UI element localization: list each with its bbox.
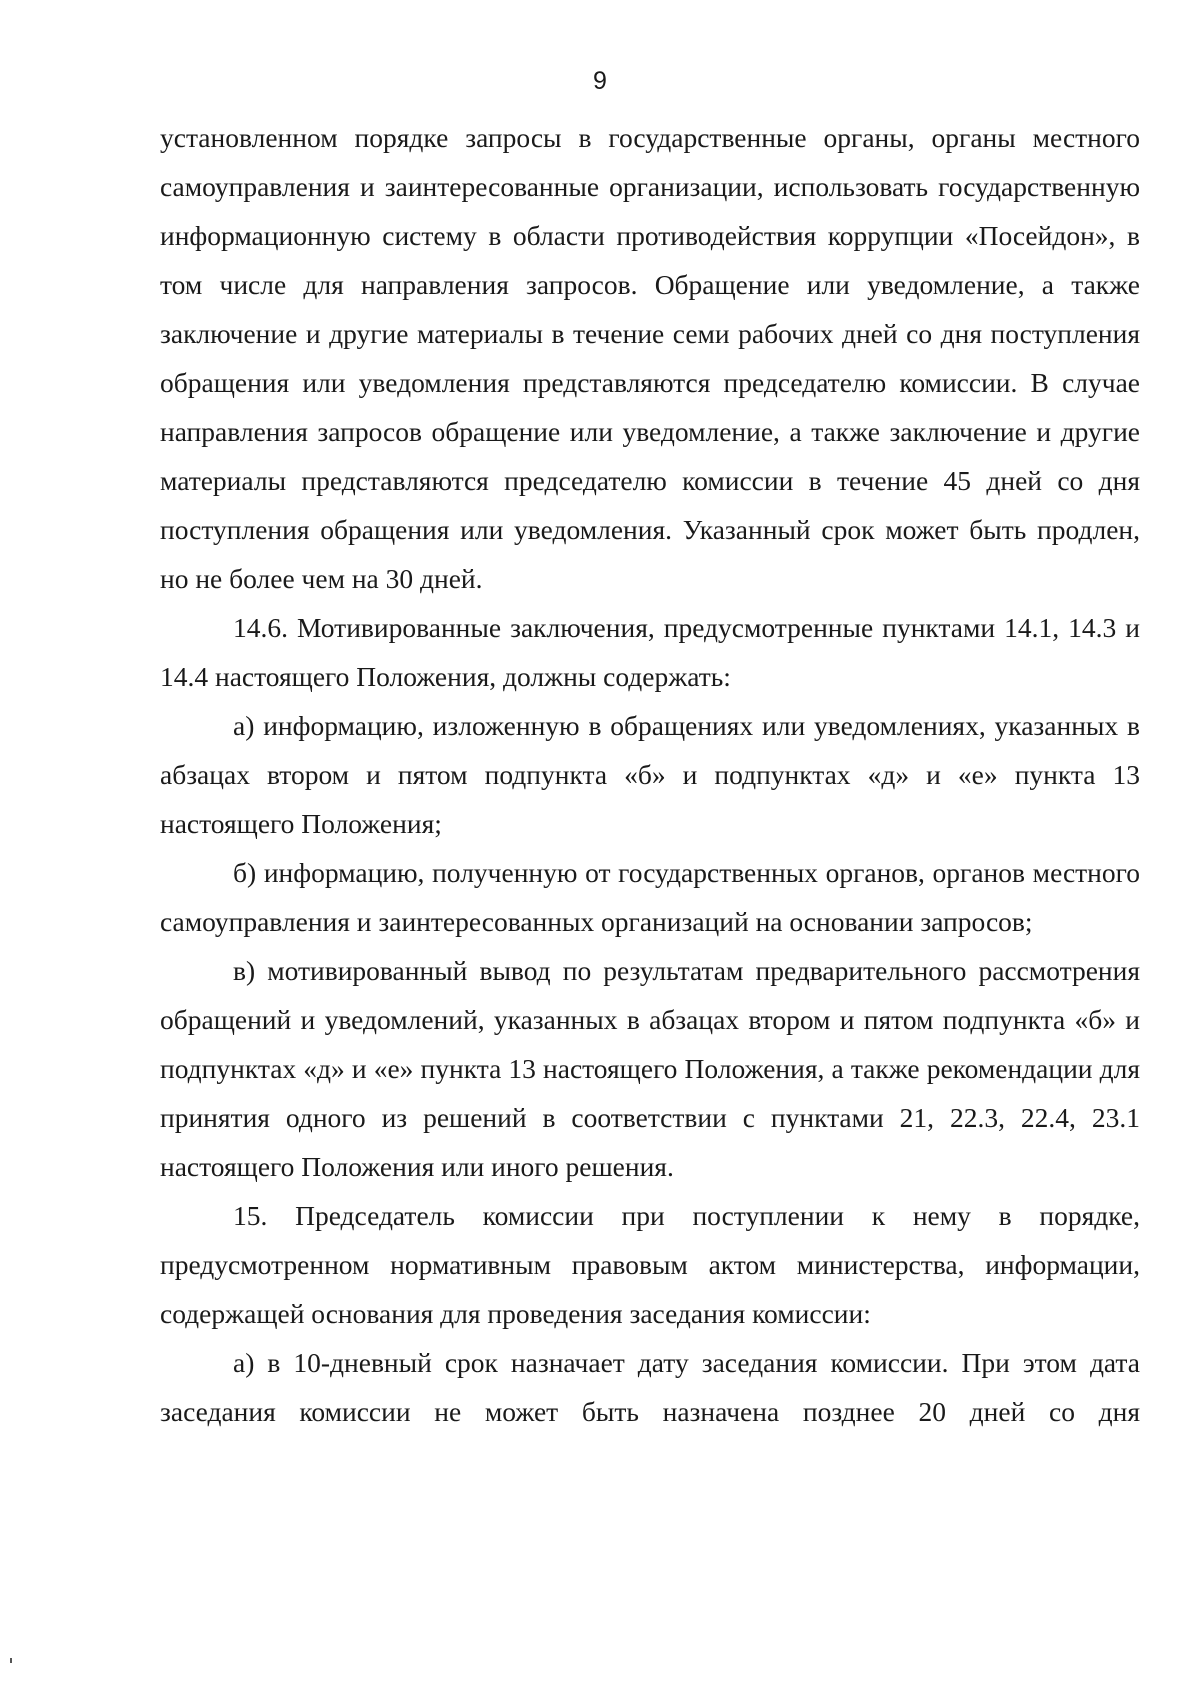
paragraph-14-6-a: а) информацию, изложенную в обращениях или уведомлениях, указанных в абзацах втором и пятом подпункта «б» и подпунктах «д» и «е» пункта 13 настоящего Положения;: [160, 710, 1140, 839]
paragraph-14-6-b: б) информацию, полученную от государственных органов, органов местного самоуправления и заинтересованных организаций на основании запросов;: [160, 857, 1140, 937]
paragraph-15: 15. Председатель комиссии при поступлении к нему в порядке, предусмотренном нормативным правовым актом министерства, информации, содержащей основания для проведения заседания комиссии:: [160, 1200, 1140, 1329]
scan-speck: [10, 1658, 12, 1663]
paragraph-14-6-v: в) мотивированный вывод по результатам предварительного рассмотрения обращений и уведомлений, указанных в абзацах втором и пятом подпункта «б» и подпунктах «д» и «е» пункта 13 настоящего Положения, а также рекомендации для принятия одного из решений в соответствии с пунктами 21, 22.3, 22.4, 23.1 настоящего Положения или иного решения.: [160, 955, 1140, 1182]
paragraph-15-a: а) в 10-дневный срок назначает дату заседания комиссии. При этом дата заседания комиссии не может быть назначена позднее 20 дней со дня: [160, 1347, 1140, 1427]
document-body: [160, 113, 1140, 1436]
paragraph-continuation: установленном порядке запросы в государственные органы, органы местного самоуправления и заинтересованные организации, использовать государственную информационную систему в области противодействия коррупции «Посейдон», в том числе для направления запросов. Обращение или уведомление, а также заключение и другие материалы в течение семи рабочих дней со дня поступления обращения или уведомления представляются председателю комиссии. В случае направления запросов обращение или уведомление, а также заключение и другие материалы представляются председателю комиссии в течение 45 дней со дня поступления обращения или уведомления. Указанный срок может быть продлен, но не более чем на 30 дней.: [160, 122, 1140, 594]
paragraph-14-6: 14.6. Мотивированные заключения, предусмотренные пунктами 14.1, 14.3 и 14.4 настоящего Положения, должны содержать:: [160, 612, 1140, 692]
page-number: 9: [593, 67, 607, 95]
